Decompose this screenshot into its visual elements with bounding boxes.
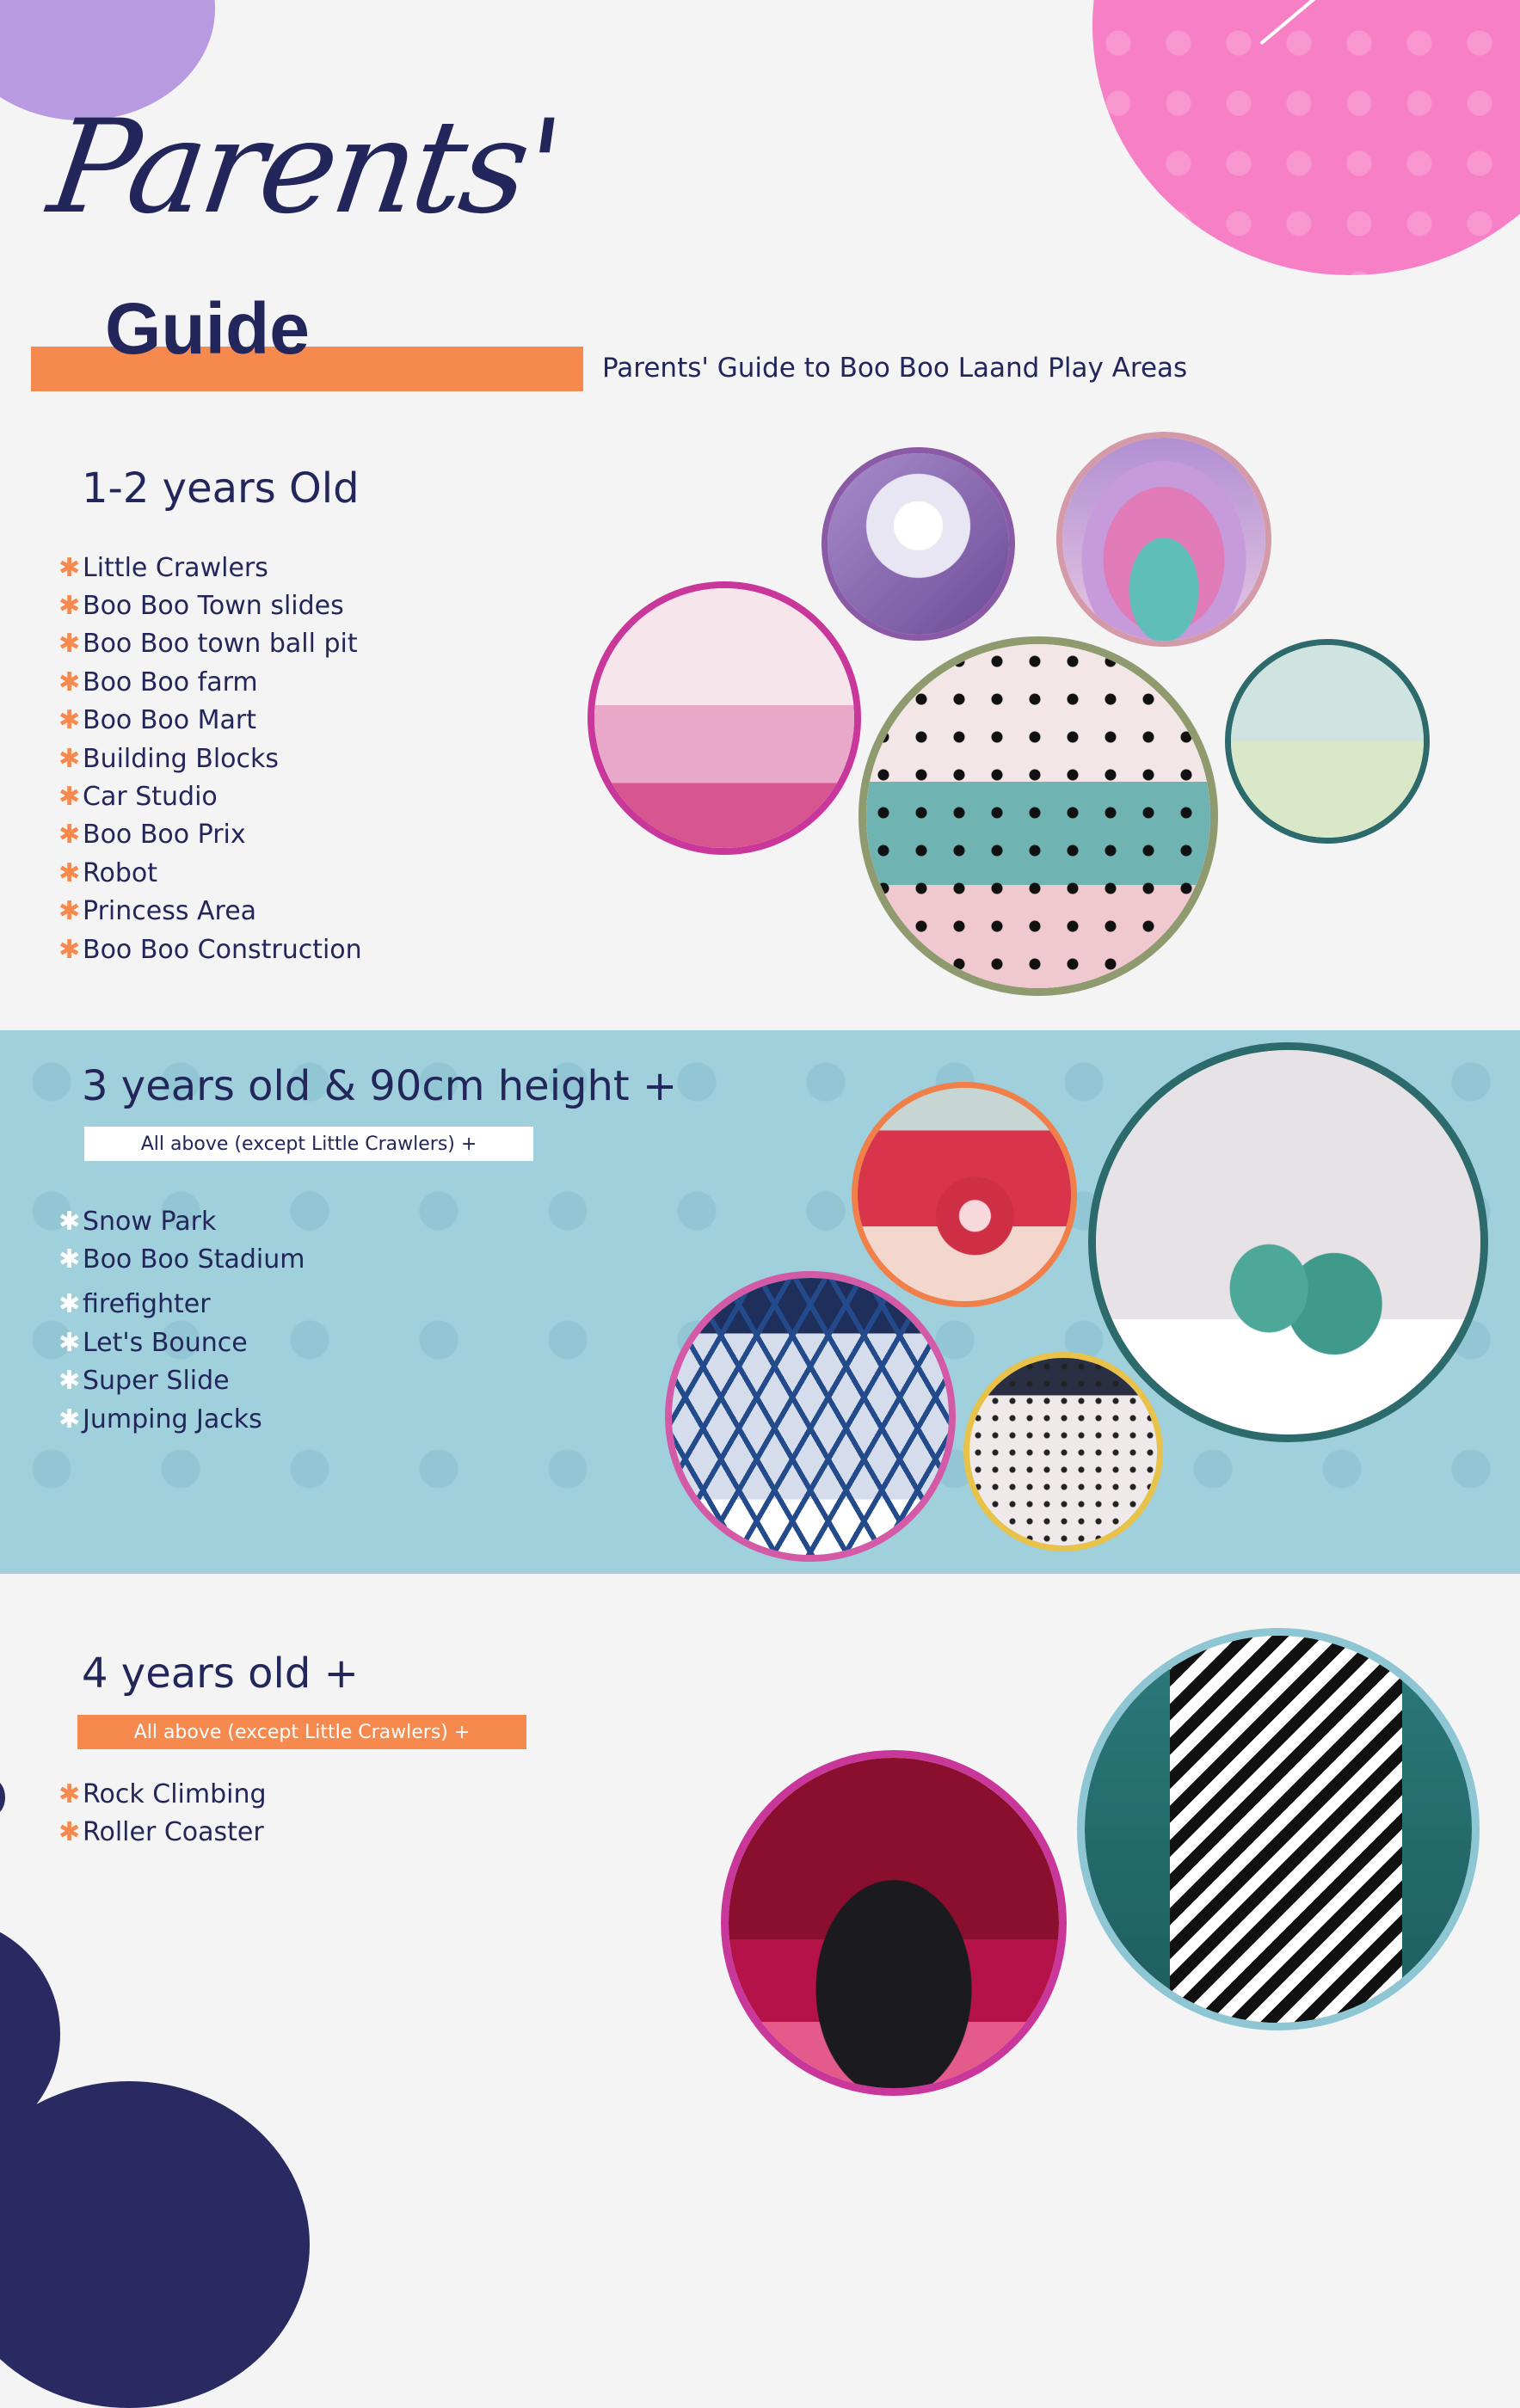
section3-list [58, 1775, 267, 1852]
asterisk-icon: ✱ [58, 1404, 81, 1434]
list-item: ✱ Snow Park [58, 1206, 217, 1237]
pink-blob-decoration [1092, 0, 1520, 275]
rock-climbing-photo [1077, 1628, 1480, 2030]
lets-bounce-photo [963, 1352, 1163, 1551]
section2-heading: 3 years old & 90cm height + [82, 1062, 678, 1110]
section3-note: All above (except Little Crawlers) + [77, 1715, 526, 1749]
list-item: ✱ Building Blocks [58, 743, 280, 774]
list-item: ✱ Boo Boo Town slides [58, 591, 344, 622]
list-item: ✱ Boo Boo farm [58, 666, 258, 697]
asterisk-icon: ✱ [58, 934, 81, 965]
list-item: ✱ firefighter [58, 1289, 211, 1320]
list-item: ✱ Robot [58, 857, 158, 888]
list-item: ✱ Princess Area [58, 896, 257, 927]
list-item: ✱ Rock Climbing [58, 1778, 267, 1809]
little-crawlers-photo [1056, 432, 1271, 647]
title-script: Parents' [40, 93, 568, 243]
asterisk-icon: ✱ [58, 1289, 81, 1320]
section2-list [58, 1202, 305, 1438]
asterisk-icon: ✱ [58, 705, 81, 736]
asterisk-icon: ✱ [58, 743, 81, 774]
asterisk-icon: ✱ [58, 896, 81, 927]
asterisk-icon: ✱ [58, 591, 81, 622]
boo-boo-mart-photo [588, 581, 861, 855]
asterisk-icon: ✱ [58, 1244, 81, 1275]
boo-boo-town-photo [858, 636, 1218, 996]
list-item: ✱ Let's Bounce [58, 1327, 248, 1358]
asterisk-icon: ✱ [58, 666, 81, 697]
navy-blob-decoration-large [0, 2081, 310, 2408]
title-guide: Guide [105, 288, 311, 369]
list-item: ✱ Boo Boo Prix [58, 820, 246, 851]
asterisk-icon: ✱ [58, 1206, 81, 1237]
building-blocks-photo [1225, 639, 1430, 844]
asterisk-icon: ✱ [58, 1327, 81, 1358]
asterisk-icon: ✱ [58, 782, 81, 813]
asterisk-icon: ✱ [58, 552, 81, 583]
list-item: ✱ Boo Boo town ball pit [58, 629, 358, 660]
list-item: ✱ Boo Boo Stadium [58, 1244, 305, 1275]
list-item: ✱ Boo Boo Construction [58, 934, 362, 965]
list-item: ✱ Little Crawlers [58, 552, 268, 583]
asterisk-icon: ✱ [58, 820, 81, 851]
asterisk-icon: ✱ [58, 1366, 81, 1397]
soft-play-photo [852, 1082, 1077, 1307]
page-subtitle: Parents' Guide to Boo Boo Laand Play Areas [602, 353, 1188, 384]
asterisk-icon: ✱ [58, 629, 81, 660]
boo-boo-stadium-photo [665, 1271, 956, 1562]
asterisk-icon: ✱ [58, 1817, 81, 1848]
list-item: ✱ Roller Coaster [58, 1817, 264, 1848]
asterisk-icon: ✱ [58, 1778, 81, 1809]
roller-coaster-photo [721, 1750, 1067, 2096]
section2-note: All above (except Little Crawlers) + [84, 1127, 533, 1161]
list-item: ✱ Boo Boo Mart [58, 705, 257, 736]
section3-heading: 4 years old + [82, 1649, 359, 1698]
section1-heading: 1-2 years Old [82, 464, 360, 513]
list-item: ✱ Car Studio [58, 782, 218, 813]
asterisk-icon: ✱ [58, 857, 81, 888]
list-item: ✱ Super Slide [58, 1366, 230, 1397]
navy-dot-decoration [0, 1780, 5, 1815]
list-item: ✱ Jumping Jacks [58, 1404, 262, 1434]
section1-list [58, 549, 362, 968]
